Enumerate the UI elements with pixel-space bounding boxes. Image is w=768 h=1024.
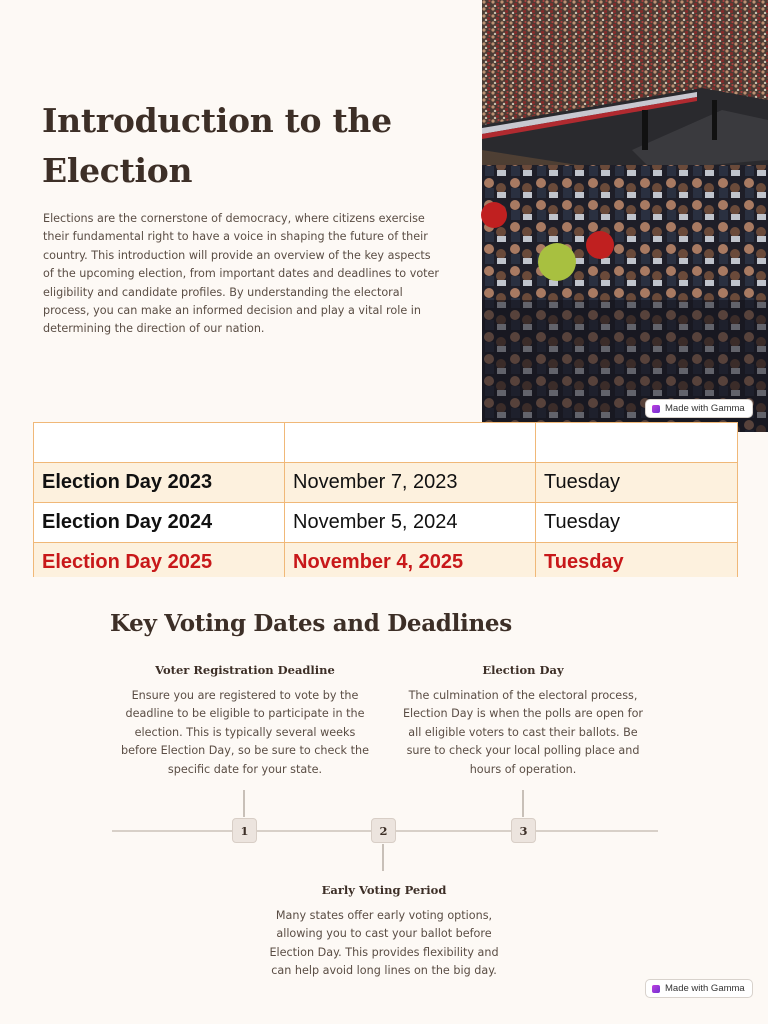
timeline-marker-1: 1	[232, 818, 257, 843]
timeline-marker-2: 2	[371, 818, 396, 843]
key-dates-slide	[0, 577, 768, 1024]
made-with-gamma-badge[interactable]	[645, 399, 753, 418]
gamma-logo-icon	[652, 985, 660, 993]
badge-label: Made with Gamma	[665, 403, 745, 414]
date-cell: November 5, 2024	[285, 503, 536, 543]
date-cell: November 4, 2025	[285, 543, 536, 583]
event-heading: Early Voting Period	[321, 883, 447, 897]
intro-paragraph: Elections are the cornerstone of democracy, where citizens exercise their fundamental right to have a voice in shaping the future of their country. This introduction will provide an overview of the key aspects of the upcoming election, from important dates and deadlines to voter eligibility and candidate profiles. By understanding the electoral process, you can make an informed decision and play a vital role in determining the direction of our nation.	[43, 212, 440, 336]
table-cell	[536, 423, 738, 463]
timeline-event-3	[398, 663, 648, 779]
table-cell	[285, 423, 536, 463]
event-heading: Voter Registration Deadline	[155, 663, 335, 677]
gamma-logo-icon	[652, 405, 660, 413]
weekday-cell: Tuesday	[536, 463, 738, 503]
timeline-connector	[382, 844, 384, 871]
timeline-connector	[243, 790, 245, 817]
intro-slide	[0, 0, 768, 432]
event-heading: Election Day	[482, 663, 564, 677]
weekday-cell: Tuesday	[536, 543, 738, 583]
table-row	[34, 503, 738, 543]
key-dates-title: Key Voting Dates and Deadlines	[110, 610, 512, 637]
event-text: Many states offer early voting options, allowing you to cast your ballot before Election Day. This provides flexibility and can help avoid long lines on the big day.	[269, 909, 499, 978]
date-cell: November 7, 2023	[285, 463, 536, 503]
event-text: The culmination of the electoral process, Election Day is when the polls are open for all eligible voters to cast their ballots. Be sure to check your local polling place and hours of operation.	[402, 689, 644, 776]
timeline-event-1	[120, 663, 370, 779]
rally-crowd-photo	[482, 0, 768, 432]
table-row	[34, 423, 738, 463]
table-cell	[34, 423, 285, 463]
intro-title: Introduction to the Election	[42, 101, 392, 190]
weekday-cell: Tuesday	[536, 503, 738, 543]
event-cell: Election Day 2024	[34, 503, 285, 543]
timeline-connector	[522, 790, 524, 817]
table-row	[34, 463, 738, 503]
timeline-event-2	[259, 883, 509, 981]
event-cell: Election Day 2023	[34, 463, 285, 503]
made-with-gamma-badge[interactable]	[645, 979, 753, 998]
timeline-marker-3: 3	[511, 818, 536, 843]
event-text: Ensure you are registered to vote by the deadline to be eligible to participate in the election. This is typically several weeks before Election Day, so be sure to check the specific date for your state.	[121, 689, 369, 776]
event-cell: Election Day 2025	[34, 543, 285, 583]
election-dates-table-slide	[0, 432, 768, 577]
badge-label: Made with Gamma	[665, 983, 745, 994]
